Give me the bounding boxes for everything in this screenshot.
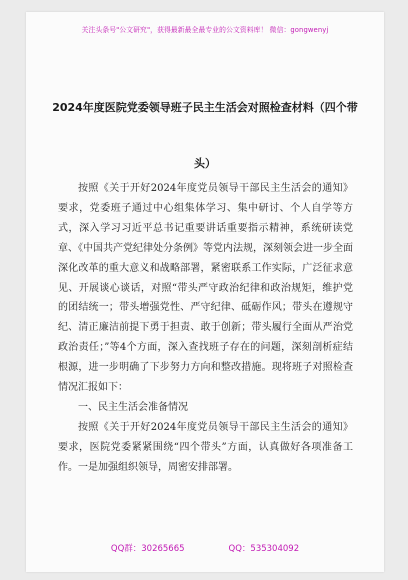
footer-contact bbox=[26, 543, 384, 555]
section-heading: 一、民主生活会准备情况 bbox=[78, 401, 188, 413]
footer-qq-group: QQ群：30265665 bbox=[110, 544, 185, 554]
header-notice: 关注头条号"公文研究"，获得最新最全最专业的公文资料库！ 微信：gongwenyj bbox=[81, 26, 329, 34]
body-paragraph: 按照《关于开好2024年度党员领导干部民主生活会的通知》要求，党委班子通过中心组集体学习、集中研讨、个人自学等方式，深入学习习近平总书记重要讲话重要指示精神，系统研读党章、《中国共产党纪律处分条例》等党内法规，深刻领会进一步全面深化改革的重大意义和战略部署，紧密联系工作实际，广泛征求意见、开展谈心谈话，对照“带头严守政治纪律和政治规矩，维护党的团结统一；带头增强党性、严守纪律、砥砺作风；带头在遵规守纪、清正廉洁前提下勇于担责、敢于创新；带头履行全面从严治党政治责任；”等4个方面，深入查找班子存在的问题，深刻剖析症结根源，进一步明确了下步努力方向和整改措施。现将班子对照检查情况汇报如下： bbox=[58, 183, 353, 394]
footer-qq: QQ：535304092 bbox=[228, 544, 300, 554]
document-title: 2024年度医院党委领导班子民主生活会对照检查材料（四个带头） bbox=[52, 101, 358, 170]
body-paragraph: 按照《关于开好2024年度党员领导干部民主生活会的通知》要求，医院党委紧紧围绕“四个带头”方面，认真做好各项准备工作。一是加强组织领导，周密安排部署。 bbox=[58, 421, 353, 473]
document-body bbox=[58, 179, 353, 478]
document-page bbox=[26, 12, 384, 572]
